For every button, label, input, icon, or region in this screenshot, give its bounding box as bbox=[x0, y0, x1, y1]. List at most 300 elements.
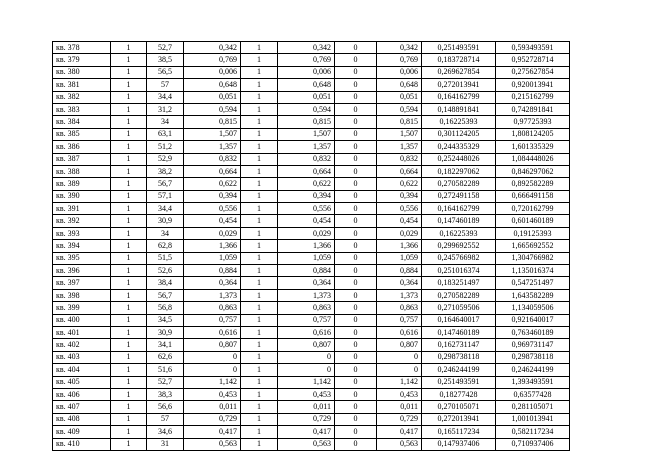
area-cell: 34,1 bbox=[147, 339, 184, 351]
value-cell: 0,815 bbox=[377, 116, 422, 128]
value-cell: 0,757 bbox=[184, 314, 241, 326]
value-cell: 0,729 bbox=[184, 413, 241, 425]
zero-cell: 0 bbox=[335, 178, 377, 190]
table-row bbox=[53, 401, 570, 413]
count-cell: 1 bbox=[111, 339, 147, 351]
total-cell: 0,920013941 bbox=[496, 79, 570, 91]
area-cell: 52,9 bbox=[147, 153, 184, 165]
coefficient-cell: 0,301124205 bbox=[422, 128, 496, 140]
value-cell: 0,563 bbox=[184, 438, 241, 450]
zero-cell: 0 bbox=[335, 153, 377, 165]
zero-cell: 0 bbox=[335, 438, 377, 450]
area-cell: 56,5 bbox=[147, 66, 184, 78]
zero-cell: 0 bbox=[335, 240, 377, 252]
value-cell: 0,051 bbox=[377, 91, 422, 103]
total-cell: 0,720162799 bbox=[496, 203, 570, 215]
apartment-cell: кв. 380 bbox=[53, 66, 111, 78]
apartment-cell: кв. 399 bbox=[53, 302, 111, 314]
total-cell: 0,666491158 bbox=[496, 190, 570, 202]
area-cell: 34 bbox=[147, 227, 184, 239]
coefficient-cell: 0,251493591 bbox=[422, 376, 496, 388]
value-cell: 0,029 bbox=[278, 227, 335, 239]
total-cell: 0,952728714 bbox=[496, 54, 570, 66]
zero-cell: 0 bbox=[335, 265, 377, 277]
apartment-table bbox=[52, 41, 570, 451]
area-cell: 31 bbox=[147, 438, 184, 450]
coefficient-cell: 0,245766982 bbox=[422, 252, 496, 264]
value-cell: 0 bbox=[184, 364, 241, 376]
table-row bbox=[53, 54, 570, 66]
coefficient-cell: 0,147460189 bbox=[422, 326, 496, 338]
value-cell: 0,029 bbox=[184, 227, 241, 239]
value-cell: 1,059 bbox=[278, 252, 335, 264]
value-cell: 0,556 bbox=[278, 203, 335, 215]
apartment-cell: кв. 384 bbox=[53, 116, 111, 128]
value-cell: 1,142 bbox=[377, 376, 422, 388]
count-cell: 1 bbox=[241, 240, 278, 252]
value-cell: 0,863 bbox=[184, 302, 241, 314]
area-cell: 38,5 bbox=[147, 54, 184, 66]
value-cell: 1,059 bbox=[377, 252, 422, 264]
count-cell: 1 bbox=[111, 252, 147, 264]
zero-cell: 0 bbox=[335, 426, 377, 438]
area-cell: 57 bbox=[147, 413, 184, 425]
apartment-cell: кв. 405 bbox=[53, 376, 111, 388]
table-row bbox=[53, 153, 570, 165]
apartment-cell: кв. 391 bbox=[53, 203, 111, 215]
total-cell: 0,742891841 bbox=[496, 103, 570, 115]
coefficient-cell: 0,270582289 bbox=[422, 289, 496, 301]
value-cell: 0,884 bbox=[278, 265, 335, 277]
count-cell: 1 bbox=[111, 376, 147, 388]
count-cell: 1 bbox=[111, 79, 147, 91]
coefficient-cell: 0,16225393 bbox=[422, 227, 496, 239]
area-cell: 52,7 bbox=[147, 376, 184, 388]
coefficient-cell: 0,183251497 bbox=[422, 277, 496, 289]
value-cell: 0,453 bbox=[377, 388, 422, 400]
total-cell: 0,763460189 bbox=[496, 326, 570, 338]
value-cell: 0,051 bbox=[184, 91, 241, 103]
count-cell: 1 bbox=[241, 215, 278, 227]
zero-cell: 0 bbox=[335, 190, 377, 202]
count-cell: 1 bbox=[241, 66, 278, 78]
coefficient-cell: 0,164162799 bbox=[422, 203, 496, 215]
table-row bbox=[53, 203, 570, 215]
count-cell: 1 bbox=[111, 426, 147, 438]
value-cell: 0,051 bbox=[278, 91, 335, 103]
value-cell: 0,011 bbox=[278, 401, 335, 413]
total-cell: 1,084448026 bbox=[496, 153, 570, 165]
value-cell: 0,364 bbox=[377, 277, 422, 289]
value-cell: 1,507 bbox=[278, 128, 335, 140]
table-row bbox=[53, 128, 570, 140]
value-cell: 0,029 bbox=[377, 227, 422, 239]
apartment-cell: кв. 410 bbox=[53, 438, 111, 450]
count-cell: 1 bbox=[111, 66, 147, 78]
value-cell: 0,453 bbox=[278, 388, 335, 400]
count-cell: 1 bbox=[241, 203, 278, 215]
apartment-cell: кв. 394 bbox=[53, 240, 111, 252]
value-cell: 0,394 bbox=[377, 190, 422, 202]
zero-cell: 0 bbox=[335, 215, 377, 227]
count-cell: 1 bbox=[241, 302, 278, 314]
apartment-cell: кв. 389 bbox=[53, 178, 111, 190]
value-cell: 0,729 bbox=[377, 413, 422, 425]
apartment-cell: кв. 408 bbox=[53, 413, 111, 425]
area-cell: 38,3 bbox=[147, 388, 184, 400]
table-row bbox=[53, 339, 570, 351]
value-cell: 0,622 bbox=[184, 178, 241, 190]
coefficient-cell: 0,251016374 bbox=[422, 265, 496, 277]
count-cell: 1 bbox=[241, 190, 278, 202]
value-cell: 0,011 bbox=[377, 401, 422, 413]
apartment-cell: кв. 404 bbox=[53, 364, 111, 376]
zero-cell: 0 bbox=[335, 314, 377, 326]
area-cell: 52,7 bbox=[147, 42, 184, 54]
zero-cell: 0 bbox=[335, 103, 377, 115]
total-cell: 1,304766982 bbox=[496, 252, 570, 264]
coefficient-cell: 0,252448026 bbox=[422, 153, 496, 165]
area-cell: 56,6 bbox=[147, 401, 184, 413]
area-cell: 52,6 bbox=[147, 265, 184, 277]
count-cell: 1 bbox=[111, 314, 147, 326]
value-cell: 0,832 bbox=[278, 153, 335, 165]
zero-cell: 0 bbox=[335, 79, 377, 91]
value-cell: 0,394 bbox=[184, 190, 241, 202]
coefficient-cell: 0,270105071 bbox=[422, 401, 496, 413]
coefficient-cell: 0,164162799 bbox=[422, 91, 496, 103]
count-cell: 1 bbox=[241, 289, 278, 301]
count-cell: 1 bbox=[111, 215, 147, 227]
value-cell: 0,556 bbox=[184, 203, 241, 215]
apartment-cell: кв. 378 bbox=[53, 42, 111, 54]
count-cell: 1 bbox=[241, 79, 278, 91]
value-cell: 0,342 bbox=[184, 42, 241, 54]
value-cell: 0,563 bbox=[278, 438, 335, 450]
value-cell: 0,807 bbox=[377, 339, 422, 351]
value-cell: 0,622 bbox=[377, 178, 422, 190]
count-cell: 1 bbox=[241, 141, 278, 153]
value-cell: 0,454 bbox=[377, 215, 422, 227]
value-cell: 1,373 bbox=[377, 289, 422, 301]
table-row bbox=[53, 438, 570, 450]
zero-cell: 0 bbox=[335, 141, 377, 153]
table-row bbox=[53, 351, 570, 363]
count-cell: 1 bbox=[241, 351, 278, 363]
area-cell: 30,9 bbox=[147, 326, 184, 338]
apartment-cell: кв. 403 bbox=[53, 351, 111, 363]
apartment-cell: кв. 392 bbox=[53, 215, 111, 227]
area-cell: 34,6 bbox=[147, 426, 184, 438]
area-cell: 38,2 bbox=[147, 165, 184, 177]
count-cell: 1 bbox=[241, 54, 278, 66]
zero-cell: 0 bbox=[335, 401, 377, 413]
count-cell: 1 bbox=[111, 413, 147, 425]
area-cell: 34 bbox=[147, 116, 184, 128]
count-cell: 1 bbox=[111, 42, 147, 54]
coefficient-cell: 0,244335329 bbox=[422, 141, 496, 153]
value-cell: 0,342 bbox=[377, 42, 422, 54]
count-cell: 1 bbox=[241, 326, 278, 338]
count-cell: 1 bbox=[241, 413, 278, 425]
total-cell: 0,246244199 bbox=[496, 364, 570, 376]
count-cell: 1 bbox=[241, 401, 278, 413]
table-row bbox=[53, 302, 570, 314]
total-cell: 0,215162799 bbox=[496, 91, 570, 103]
count-cell: 1 bbox=[241, 178, 278, 190]
count-cell: 1 bbox=[241, 116, 278, 128]
value-cell: 0,616 bbox=[184, 326, 241, 338]
value-cell: 0,394 bbox=[278, 190, 335, 202]
area-cell: 34,4 bbox=[147, 91, 184, 103]
total-cell: 0,710937406 bbox=[496, 438, 570, 450]
area-cell: 30,9 bbox=[147, 215, 184, 227]
count-cell: 1 bbox=[111, 364, 147, 376]
value-cell: 0 bbox=[377, 351, 422, 363]
total-cell: 0,601460189 bbox=[496, 215, 570, 227]
zero-cell: 0 bbox=[335, 351, 377, 363]
apartment-cell: кв. 409 bbox=[53, 426, 111, 438]
zero-cell: 0 bbox=[335, 227, 377, 239]
count-cell: 1 bbox=[241, 376, 278, 388]
value-cell: 0 bbox=[184, 351, 241, 363]
table-row bbox=[53, 116, 570, 128]
value-cell: 1,142 bbox=[184, 376, 241, 388]
table-row bbox=[53, 42, 570, 54]
value-cell: 0,664 bbox=[278, 165, 335, 177]
count-cell: 1 bbox=[111, 326, 147, 338]
apartment-cell: кв. 379 bbox=[53, 54, 111, 66]
total-cell: 0,921640017 bbox=[496, 314, 570, 326]
table-row bbox=[53, 314, 570, 326]
table-row bbox=[53, 388, 570, 400]
value-cell: 0,011 bbox=[184, 401, 241, 413]
table-row bbox=[53, 265, 570, 277]
apartment-cell: кв. 383 bbox=[53, 103, 111, 115]
zero-cell: 0 bbox=[335, 66, 377, 78]
value-cell: 0,884 bbox=[184, 265, 241, 277]
value-cell: 0,648 bbox=[184, 79, 241, 91]
apartment-cell: кв. 393 bbox=[53, 227, 111, 239]
count-cell: 1 bbox=[111, 203, 147, 215]
zero-cell: 0 bbox=[335, 54, 377, 66]
total-cell: 0,97725393 bbox=[496, 116, 570, 128]
zero-cell: 0 bbox=[335, 42, 377, 54]
count-cell: 1 bbox=[111, 54, 147, 66]
value-cell: 1,059 bbox=[184, 252, 241, 264]
value-cell: 0,648 bbox=[377, 79, 422, 91]
apartment-cell: кв. 396 bbox=[53, 265, 111, 277]
value-cell: 0,815 bbox=[184, 116, 241, 128]
value-cell: 0,807 bbox=[278, 339, 335, 351]
count-cell: 1 bbox=[111, 153, 147, 165]
count-cell: 1 bbox=[241, 252, 278, 264]
count-cell: 1 bbox=[111, 91, 147, 103]
count-cell: 1 bbox=[241, 165, 278, 177]
area-cell: 51,6 bbox=[147, 364, 184, 376]
coefficient-cell: 0,148891841 bbox=[422, 103, 496, 115]
count-cell: 1 bbox=[111, 103, 147, 115]
coefficient-cell: 0,272491158 bbox=[422, 190, 496, 202]
value-cell: 0,454 bbox=[278, 215, 335, 227]
count-cell: 1 bbox=[111, 116, 147, 128]
count-cell: 1 bbox=[111, 351, 147, 363]
coefficient-cell: 0,162731147 bbox=[422, 339, 496, 351]
value-cell: 0,364 bbox=[184, 277, 241, 289]
value-cell: 0,769 bbox=[184, 54, 241, 66]
area-cell: 57 bbox=[147, 79, 184, 91]
zero-cell: 0 bbox=[335, 252, 377, 264]
value-cell: 0,832 bbox=[377, 153, 422, 165]
table-row bbox=[53, 190, 570, 202]
table-body bbox=[53, 42, 570, 451]
zero-cell: 0 bbox=[335, 203, 377, 215]
zero-cell: 0 bbox=[335, 289, 377, 301]
apartment-cell: кв. 387 bbox=[53, 153, 111, 165]
value-cell: 0 bbox=[377, 364, 422, 376]
total-cell: 1,135016374 bbox=[496, 265, 570, 277]
value-cell: 0,648 bbox=[278, 79, 335, 91]
value-cell: 0,556 bbox=[377, 203, 422, 215]
count-cell: 1 bbox=[241, 153, 278, 165]
apartment-cell: кв. 385 bbox=[53, 128, 111, 140]
table-row bbox=[53, 326, 570, 338]
value-cell: 0,757 bbox=[278, 314, 335, 326]
count-cell: 1 bbox=[241, 388, 278, 400]
area-cell: 62,6 bbox=[147, 351, 184, 363]
area-cell: 56,7 bbox=[147, 289, 184, 301]
total-cell: 1,643582289 bbox=[496, 289, 570, 301]
count-cell: 1 bbox=[111, 128, 147, 140]
zero-cell: 0 bbox=[335, 277, 377, 289]
apartment-cell: кв. 388 bbox=[53, 165, 111, 177]
table-row bbox=[53, 165, 570, 177]
total-cell: 1,134059506 bbox=[496, 302, 570, 314]
zero-cell: 0 bbox=[335, 364, 377, 376]
value-cell: 1,357 bbox=[377, 141, 422, 153]
area-cell: 34,4 bbox=[147, 203, 184, 215]
area-cell: 34,5 bbox=[147, 314, 184, 326]
coefficient-cell: 0,271059506 bbox=[422, 302, 496, 314]
count-cell: 1 bbox=[111, 277, 147, 289]
table-row bbox=[53, 103, 570, 115]
value-cell: 0,769 bbox=[377, 54, 422, 66]
total-cell: 0,281105071 bbox=[496, 401, 570, 413]
apartment-cell: кв. 400 bbox=[53, 314, 111, 326]
total-cell: 1,665692552 bbox=[496, 240, 570, 252]
total-cell: 1,001013941 bbox=[496, 413, 570, 425]
value-cell: 0,769 bbox=[278, 54, 335, 66]
coefficient-cell: 0,18277428 bbox=[422, 388, 496, 400]
coefficient-cell: 0,270582289 bbox=[422, 178, 496, 190]
value-cell: 1,507 bbox=[377, 128, 422, 140]
value-cell: 0,664 bbox=[377, 165, 422, 177]
area-cell: 31,2 bbox=[147, 103, 184, 115]
value-cell: 0,563 bbox=[377, 438, 422, 450]
total-cell: 0,298738118 bbox=[496, 351, 570, 363]
count-cell: 1 bbox=[241, 91, 278, 103]
apartment-cell: кв. 407 bbox=[53, 401, 111, 413]
zero-cell: 0 bbox=[335, 91, 377, 103]
coefficient-cell: 0,272013941 bbox=[422, 79, 496, 91]
coefficient-cell: 0,299692552 bbox=[422, 240, 496, 252]
coefficient-cell: 0,165117234 bbox=[422, 426, 496, 438]
table-row bbox=[53, 413, 570, 425]
value-cell: 0,616 bbox=[278, 326, 335, 338]
value-cell: 1,373 bbox=[278, 289, 335, 301]
count-cell: 1 bbox=[241, 128, 278, 140]
count-cell: 1 bbox=[111, 438, 147, 450]
table-row bbox=[53, 66, 570, 78]
value-cell: 0,594 bbox=[278, 103, 335, 115]
coefficient-cell: 0,298738118 bbox=[422, 351, 496, 363]
value-cell: 0,453 bbox=[184, 388, 241, 400]
count-cell: 1 bbox=[241, 103, 278, 115]
value-cell: 0,832 bbox=[184, 153, 241, 165]
value-cell: 1,357 bbox=[278, 141, 335, 153]
table-row bbox=[53, 277, 570, 289]
count-cell: 1 bbox=[241, 438, 278, 450]
count-cell: 1 bbox=[241, 426, 278, 438]
table-row bbox=[53, 141, 570, 153]
value-cell: 0,863 bbox=[278, 302, 335, 314]
area-cell: 51,2 bbox=[147, 141, 184, 153]
apartment-cell: кв. 406 bbox=[53, 388, 111, 400]
table-row bbox=[53, 240, 570, 252]
value-cell: 0,364 bbox=[278, 277, 335, 289]
total-cell: 0,846297062 bbox=[496, 165, 570, 177]
total-cell: 1,808124205 bbox=[496, 128, 570, 140]
count-cell: 1 bbox=[111, 302, 147, 314]
value-cell: 0,664 bbox=[184, 165, 241, 177]
coefficient-cell: 0,16225393 bbox=[422, 116, 496, 128]
coefficient-cell: 0,147460189 bbox=[422, 215, 496, 227]
value-cell: 0,006 bbox=[184, 66, 241, 78]
value-cell: 0,622 bbox=[278, 178, 335, 190]
value-cell: 0,006 bbox=[278, 66, 335, 78]
coefficient-cell: 0,164640017 bbox=[422, 314, 496, 326]
zero-cell: 0 bbox=[335, 116, 377, 128]
count-cell: 1 bbox=[111, 190, 147, 202]
value-cell: 0,594 bbox=[377, 103, 422, 115]
area-cell: 56,7 bbox=[147, 178, 184, 190]
apartment-cell: кв. 402 bbox=[53, 339, 111, 351]
count-cell: 1 bbox=[111, 388, 147, 400]
coefficient-cell: 0,246244199 bbox=[422, 364, 496, 376]
table-row bbox=[53, 178, 570, 190]
count-cell: 1 bbox=[241, 227, 278, 239]
count-cell: 1 bbox=[241, 314, 278, 326]
value-cell: 0,807 bbox=[184, 339, 241, 351]
total-cell: 1,393493591 bbox=[496, 376, 570, 388]
total-cell: 0,593493591 bbox=[496, 42, 570, 54]
coefficient-cell: 0,269627854 bbox=[422, 66, 496, 78]
apartment-cell: кв. 390 bbox=[53, 190, 111, 202]
value-cell: 0,342 bbox=[278, 42, 335, 54]
area-cell: 62,8 bbox=[147, 240, 184, 252]
apartment-cell: кв. 381 bbox=[53, 79, 111, 91]
table-row bbox=[53, 252, 570, 264]
apartment-cell: кв. 395 bbox=[53, 252, 111, 264]
value-cell: 0,417 bbox=[377, 426, 422, 438]
zero-cell: 0 bbox=[335, 165, 377, 177]
apartment-cell: кв. 397 bbox=[53, 277, 111, 289]
count-cell: 1 bbox=[111, 265, 147, 277]
value-cell: 0,815 bbox=[278, 116, 335, 128]
area-cell: 63,1 bbox=[147, 128, 184, 140]
area-cell: 51,5 bbox=[147, 252, 184, 264]
count-cell: 1 bbox=[111, 240, 147, 252]
